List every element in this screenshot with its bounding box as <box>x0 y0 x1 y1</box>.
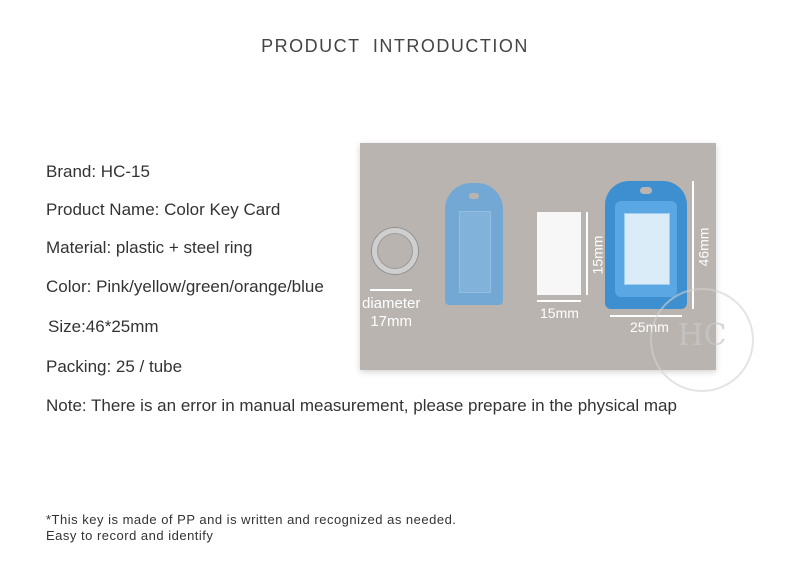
paper-width-label: 15mm <box>540 305 579 321</box>
ring-label-line2: 17mm <box>370 313 413 330</box>
tag-hole <box>469 193 479 199</box>
card-height-label: 46mm <box>695 227 712 267</box>
key-tag-large <box>605 181 687 309</box>
brand-watermark-seal: HC <box>650 288 754 392</box>
tag-window <box>624 213 670 285</box>
tag-hole <box>640 187 652 194</box>
key-tag-small <box>445 183 503 305</box>
measurement-note: Note: There is an error in manual measurement, please prepare in the physical map <box>46 396 677 415</box>
ring-measure-line <box>370 289 412 291</box>
spec-color: Color: Pink/yellow/green/orange/blue <box>46 277 324 296</box>
spec-material: Material: plastic + steel ring <box>46 238 253 257</box>
page-title: PRODUCT INTRODUCTION <box>261 36 529 56</box>
ring-diameter-label <box>362 295 420 331</box>
paper-height-label: 15mm <box>589 235 606 275</box>
paper-width-line <box>537 300 581 302</box>
spec-packing: Packing: 25 / tube <box>46 357 183 376</box>
spec-size: Size:46*25mm <box>48 317 159 336</box>
steel-ring <box>372 228 418 274</box>
spec-product-name: Product Name: Color Key Card <box>46 200 281 219</box>
spec-brand: Brand: HC-15 <box>46 162 150 181</box>
footnote-line2: Easy to record and identify <box>46 528 214 543</box>
footnote-line1: *This key is made of PP and is written and recognized as needed. <box>46 512 457 527</box>
paper-insert <box>537 212 581 295</box>
tag-window <box>459 211 491 293</box>
card-width-label: 25mm <box>630 319 669 335</box>
ring-label-line1: diameter <box>362 295 421 312</box>
paper-height-line <box>586 212 588 295</box>
tag-frame <box>615 201 677 297</box>
